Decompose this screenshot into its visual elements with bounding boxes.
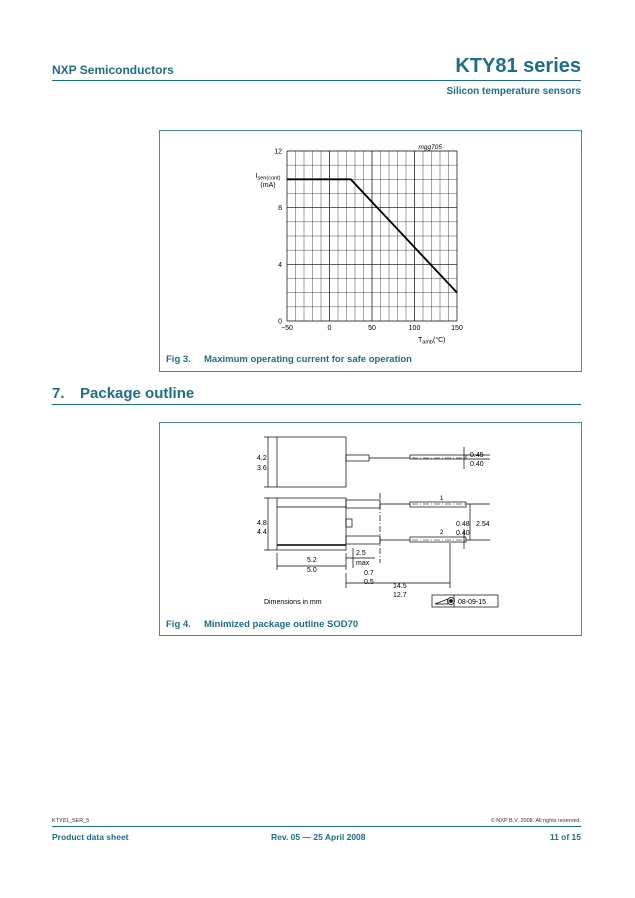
section-heading [52,385,194,402]
dim-lead-d-max: 0.45 [470,452,484,459]
dim-lead2-d-max: 0.48 [456,521,470,528]
footer-revision: Rev. 05 — 25 April 2008 [271,832,366,842]
top-view-lead [410,455,466,459]
dim-body-w-max: 5.2 [307,557,317,564]
figure-code: mgg705 [418,144,442,151]
x-tick-label: 100 [408,325,421,332]
dim-body-h-max: 4.2 [257,455,267,462]
section-title: Package outline [80,385,195,402]
y-axis-label: $I_{sen(cont)}$ [255,173,281,182]
y-axis-unit: (mA) [260,182,276,189]
dim-lead-max: 2.5 [356,550,366,557]
side-view-lead-2 [410,537,466,542]
dim-lead-d-min: 0.40 [470,461,484,468]
units-note: Dimensions in mm [264,599,322,606]
dim-body-h-min: 3.6 [257,465,267,472]
dim-body2-h-max: 4.8 [257,520,267,527]
figure-4-number: Fig 4. [166,619,191,630]
x-tick-label: 50 [368,325,376,332]
dim-lead2-d-min: 0.40 [456,530,470,537]
dim-lead-w-max: 0.7 [364,570,374,577]
footer-doc-id: KTY81_SER_5 [52,818,90,824]
side-view-body [277,498,346,550]
footer-doc-type: Product data sheet [52,832,129,842]
y-tick-label: 4 [278,261,282,269]
y-tick-label: 0 [278,318,282,326]
dim-length-max: 14.5 [393,583,407,590]
header-subtitle: Silicon temperature sensors [446,86,581,97]
pin-2-label: 2 [440,530,444,536]
x-tick-label: 150 [451,325,463,332]
dim-body-w-min: 5.0 [307,567,317,574]
package-drawing [160,423,581,618]
footer-divider [52,826,581,827]
x-axis-label: $T_{amb}(^\circ C)$ [418,337,446,346]
footer-page: 11 of 15 [549,832,581,842]
header-divider [52,80,581,81]
figure-3-caption [166,354,412,365]
footer-copyright: © NXP B.V. 2008. All rights reserved. [490,818,581,824]
figure-3-caption-text: Maximum operating current for safe operation [204,354,412,365]
date-code: 08-09-15 [458,599,487,606]
figure-3-box [159,130,582,372]
dim-lead-w-min: 0.5 [364,579,374,586]
section-divider [52,404,581,405]
dim-length-min: 12.7 [393,592,407,599]
section-number: 7. [52,385,65,402]
dim-body2-h-min: 4.4 [257,529,267,536]
header-title: KTY81 series [455,55,581,77]
x-tick-label: 0 [327,325,332,332]
chart-grid [287,151,457,321]
pin-1-label: 1 [440,496,444,502]
header-company: NXP Semiconductors [52,63,174,77]
chart-svg [160,131,581,351]
top-view-body [277,437,346,487]
side-view-lead-1 [410,502,466,507]
figure-3-number: Fig 3. [166,354,191,365]
side-view-tab [346,519,352,527]
y-tick-label: 8 [278,205,282,213]
figure-4-box [159,422,582,636]
y-tick-label: 12 [274,148,282,156]
top-view-lead-stub [346,455,369,461]
side-view-stub-1 [346,500,380,508]
dim-lead-max-label: max [356,560,370,567]
dim-pitch: 2.54 [476,521,490,528]
x-tick-label: −50 [281,325,293,332]
side-view-stub-2 [346,536,380,544]
figure-4-caption [166,619,358,630]
figure-4-caption-text: Minimized package outline SOD70 [204,619,359,630]
chart-ticks [274,149,463,333]
